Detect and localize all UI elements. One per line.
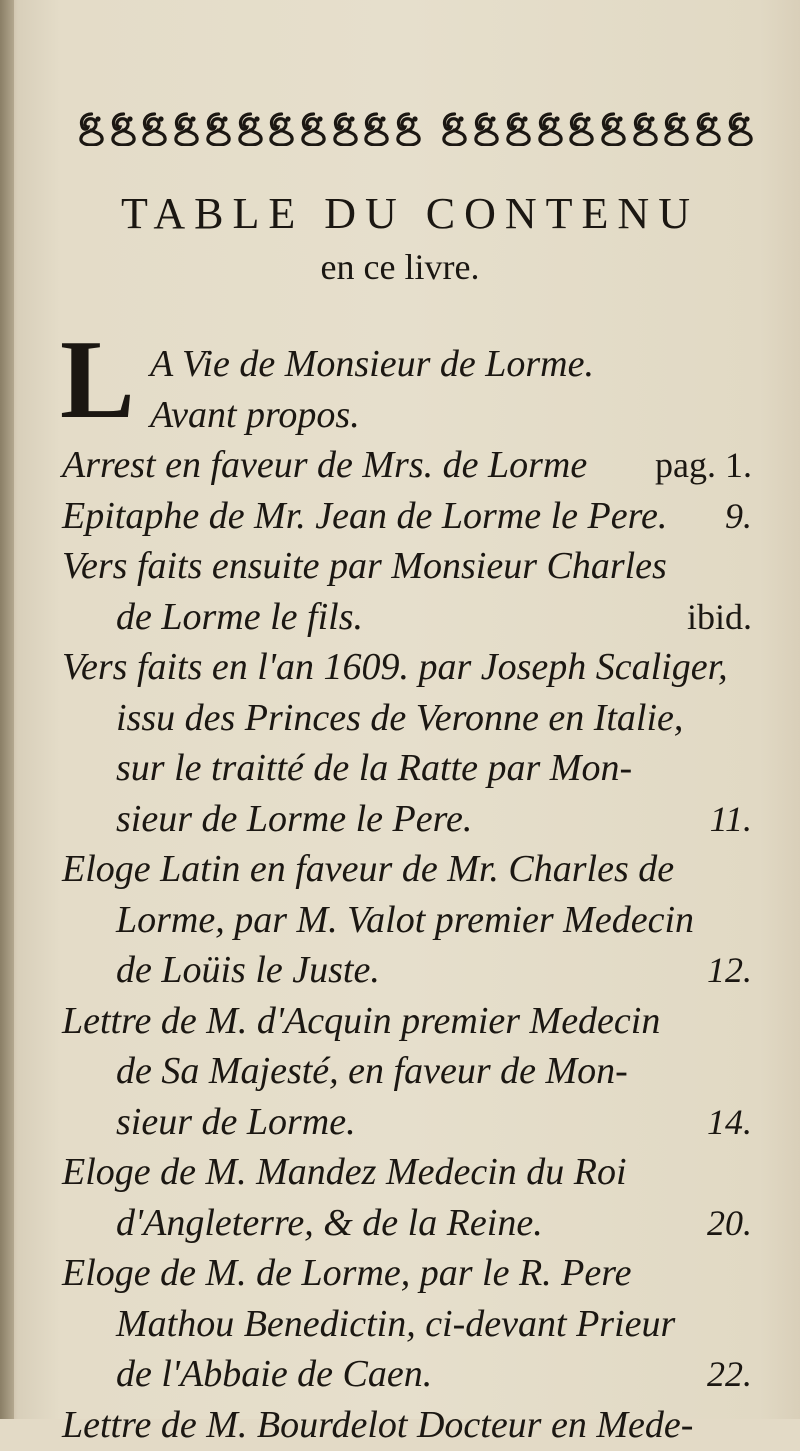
entry-page-number: 9. bbox=[725, 495, 752, 536]
contents-entry bbox=[62, 641, 728, 693]
fleuron-icon bbox=[237, 112, 264, 146]
entry-page-number: ibid. bbox=[686, 596, 752, 637]
entry-page-number: pag. 1. bbox=[655, 445, 752, 485]
entry-page-number: 22. bbox=[707, 1354, 752, 1394]
fleuron-icon bbox=[727, 112, 754, 146]
fleuron-icon bbox=[395, 112, 422, 146]
fleuron-icon bbox=[537, 112, 564, 146]
fleuron-icon bbox=[110, 112, 137, 146]
contents-entry bbox=[116, 742, 632, 794]
fleuron-icon bbox=[663, 112, 690, 146]
fleuron-icon bbox=[173, 112, 200, 146]
entry-text: Arrest en faveur de Mrs. de Lorme bbox=[62, 444, 588, 486]
drop-cap: L bbox=[60, 318, 135, 442]
entry-text: de l'Abbaie de Caen. bbox=[116, 1353, 433, 1395]
contents-entry bbox=[116, 793, 472, 845]
entry-text: de Loüis le Juste. bbox=[116, 949, 380, 991]
fleuron-icon bbox=[268, 112, 295, 146]
entry-text: Eloge de M. Mandez Medecin du Roi bbox=[62, 1151, 627, 1193]
fleuron-icon bbox=[695, 112, 722, 146]
contents-entry bbox=[116, 692, 683, 744]
contents-entry bbox=[62, 995, 660, 1047]
ornamental-border bbox=[78, 104, 754, 154]
fleuron-icon bbox=[505, 112, 532, 146]
contents-entry bbox=[116, 1197, 543, 1249]
entry-page-number: 11. bbox=[709, 798, 752, 839]
entry-text: Vers faits en l'an 1609. par Joseph Scaliger, bbox=[62, 646, 728, 688]
contents-entry bbox=[62, 1247, 632, 1299]
entry-text: Eloge Latin en faveur de Mr. Charles de bbox=[62, 848, 675, 890]
entry-text: issu des Princes de Veronne en Italie, bbox=[116, 696, 684, 739]
entry-text: de Lorme le fils. bbox=[116, 595, 363, 638]
entry-text: Lettre de M. d'Acquin premier Medecin bbox=[62, 999, 661, 1042]
page-title: TABLE DU CONTENU bbox=[121, 189, 699, 238]
page-subtitle: en ce livre. bbox=[320, 247, 480, 287]
fleuron-icon bbox=[332, 112, 359, 146]
fleuron-icon bbox=[300, 112, 327, 146]
entry-text: Vers faits ensuite par Monsieur Charles bbox=[62, 545, 667, 587]
contents-entry bbox=[116, 944, 380, 996]
entry-text: A Vie de Monsieur de Lorme. bbox=[150, 343, 594, 385]
contents-entry bbox=[62, 540, 667, 592]
fleuron-icon bbox=[632, 112, 659, 146]
fleuron-icon bbox=[568, 112, 595, 146]
contents-entry bbox=[116, 1348, 432, 1400]
entry-page-number: 14. bbox=[707, 1101, 752, 1142]
contents-entry bbox=[150, 389, 360, 441]
contents-entry bbox=[116, 1298, 675, 1350]
contents-entry bbox=[116, 1096, 356, 1148]
entry-text: d'Angleterre, & de la Reine. bbox=[116, 1201, 543, 1244]
contents-entry bbox=[116, 591, 363, 643]
contents-entry bbox=[116, 1045, 628, 1097]
entry-text: Lettre de M. Bourdelot Docteur en Mede- bbox=[62, 1403, 694, 1446]
contents-entry bbox=[62, 1146, 627, 1198]
entry-text: sur le traitté de la Ratte par Mon- bbox=[116, 747, 633, 789]
fleuron-icon bbox=[441, 112, 468, 146]
ornament-gap bbox=[427, 112, 437, 146]
entry-text: Lorme, par M. Valot premier Medecin bbox=[116, 898, 694, 941]
entry-text: Epitaphe de Mr. Jean de Lorme le Pere. bbox=[62, 494, 668, 537]
entry-page-number: 12. bbox=[707, 950, 752, 990]
contents-entry bbox=[150, 338, 594, 390]
contents-entry bbox=[62, 1399, 693, 1451]
contents-entry bbox=[62, 490, 667, 542]
contents-entry bbox=[62, 843, 674, 895]
fleuron-icon bbox=[473, 112, 500, 146]
fleuron-icon bbox=[363, 112, 390, 146]
contents-entry bbox=[116, 894, 694, 946]
contents-entry bbox=[62, 439, 587, 491]
book-spine bbox=[0, 0, 14, 1419]
fleuron-icon bbox=[141, 112, 168, 146]
entry-text: Mathou Benedictin, ci-devant Prieur bbox=[116, 1302, 676, 1345]
entry-page-number: 20. bbox=[707, 1202, 752, 1243]
fleuron-icon bbox=[205, 112, 232, 146]
entry-text: sieur de Lorme. bbox=[116, 1100, 356, 1143]
fleuron-icon bbox=[78, 112, 105, 146]
entry-text: de Sa Majesté, en faveur de Mon- bbox=[116, 1050, 628, 1092]
entry-text: Eloge de M. de Lorme, par le R. Pere bbox=[62, 1252, 632, 1294]
entry-text: sieur de Lorme le Pere. bbox=[116, 797, 473, 840]
entry-text: Avant propos. bbox=[150, 393, 360, 436]
fleuron-icon bbox=[600, 112, 627, 146]
